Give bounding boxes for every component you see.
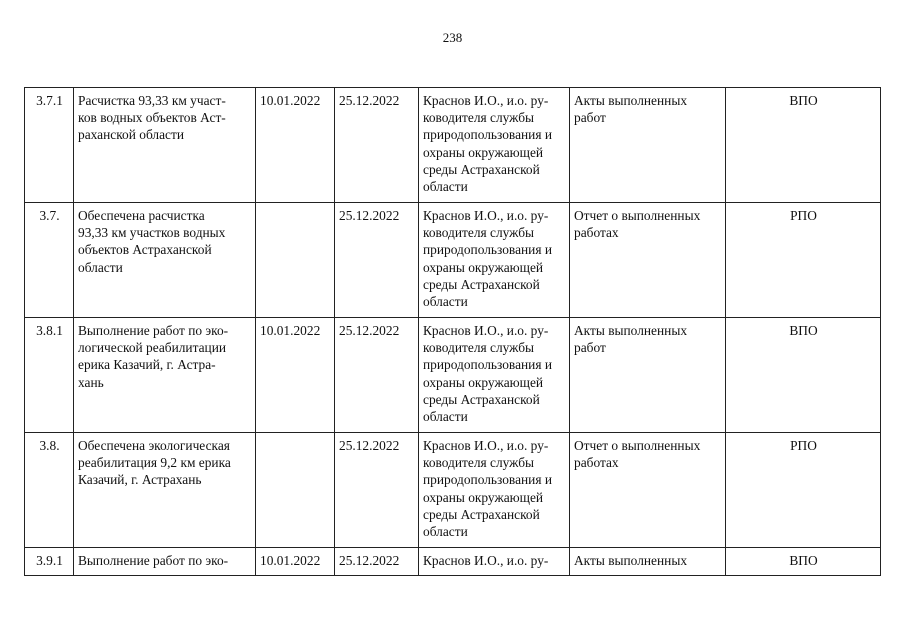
activity-name-line: хань (78, 374, 104, 390)
activity-name-line: ерика Казачий, г. Астра- (78, 357, 216, 373)
event-type-cell: ВПО (726, 318, 881, 433)
responsible-person-line: природопользования и (423, 472, 553, 488)
activity-name-line: Расчистка 93,33 км участ- (78, 93, 226, 108)
result-document-cell (570, 433, 726, 548)
responsible-person-line: области (423, 524, 468, 540)
result-document-line: Отчет о выполненных (574, 208, 701, 223)
responsible-person-line: охраны окружающей (423, 259, 544, 275)
responsible-person-line: природопользования и (423, 357, 553, 373)
activity-name-line: Выполнение работ по эко- (78, 323, 229, 338)
end-date-cell: 25.12.2022 (335, 433, 419, 548)
activity-name-cell (74, 203, 256, 318)
item-number-cell: 3.8.1 (25, 318, 74, 433)
responsible-person-cell (419, 548, 570, 576)
activity-name-cell (74, 88, 256, 203)
activity-name-cell (74, 318, 256, 433)
responsible-person-line: Краснов И.О., и.о. ру- (423, 553, 549, 568)
result-document-cell (570, 88, 726, 203)
result-document-line: Акты выполненных (574, 323, 688, 338)
result-document-line: Акты выполненных (574, 93, 688, 108)
plan-table-body (25, 88, 881, 576)
responsible-person-line: Краснов И.О., и.о. ру- (423, 208, 549, 223)
table-row (25, 318, 881, 433)
table-row (25, 433, 881, 548)
end-date-cell: 25.12.2022 (335, 318, 419, 433)
activity-name-line: реабилитация 9,2 км ерика (78, 455, 231, 471)
item-number-cell: 3.7. (25, 203, 74, 318)
start-date-cell: 10.01.2022 (256, 318, 335, 433)
start-date-cell (256, 203, 335, 318)
result-document-cell (570, 548, 726, 576)
responsible-person-line: Краснов И.О., и.о. ру- (423, 323, 549, 338)
responsible-person-line: области (423, 409, 468, 425)
responsible-person-line: среды Астраханской (423, 276, 540, 292)
item-number-cell: 3.9.1 (25, 548, 74, 576)
result-document-line: работ (574, 340, 606, 356)
activity-name-line: логической реабилитации (78, 340, 227, 356)
event-type-cell: ВПО (726, 88, 881, 203)
activity-name-line: Казачий, г. Астрахань (78, 472, 202, 488)
result-document-line: работ (574, 110, 606, 126)
responsible-person-line: охраны окружающей (423, 144, 544, 160)
activity-name-line: раханской области (78, 127, 185, 143)
activity-name-line: области (78, 259, 123, 275)
event-type-cell: РПО (726, 433, 881, 548)
result-document-cell (570, 318, 726, 433)
responsible-person-line: области (423, 179, 468, 195)
item-number-cell: 3.7.1 (25, 88, 74, 203)
result-document-line: работах (574, 455, 619, 471)
start-date-cell (256, 433, 335, 548)
item-number-cell: 3.8. (25, 433, 74, 548)
responsible-person-line: Краснов И.О., и.о. ру- (423, 438, 549, 453)
activity-name-line: Выполнение работ по эко- (78, 553, 229, 568)
responsible-person-line: охраны окружающей (423, 374, 544, 390)
page-number: 238 (442, 30, 463, 45)
responsible-person-line: охраны окружающей (423, 489, 544, 505)
responsible-person-cell (419, 318, 570, 433)
responsible-person-cell (419, 203, 570, 318)
activity-name-line: объектов Астраханской (78, 242, 212, 258)
start-date-cell: 10.01.2022 (256, 88, 335, 203)
activity-name-line: ков водных объектов Аст- (78, 110, 226, 126)
responsible-person-line: ководителя службы (423, 110, 535, 126)
start-date-cell: 10.01.2022 (256, 548, 335, 576)
activity-name-line: Обеспечена расчистка (78, 208, 205, 223)
activity-name-line: Обеспечена экологическая (78, 438, 230, 453)
end-date-cell: 25.12.2022 (335, 548, 419, 576)
responsible-person-line: ководителя службы (423, 455, 535, 471)
activity-name-cell (74, 433, 256, 548)
responsible-person-line: ководителя службы (423, 225, 535, 241)
responsible-person-line: ководителя службы (423, 340, 535, 356)
event-type-cell: РПО (726, 203, 881, 318)
responsible-person-line: природопользования и (423, 127, 553, 143)
plan-table (24, 87, 881, 576)
activity-name-line: 93,33 км участков водных (78, 225, 226, 241)
event-type-cell: ВПО (726, 548, 881, 576)
result-document-cell (570, 203, 726, 318)
responsible-person-cell (419, 433, 570, 548)
result-document-line: Отчет о выполненных (574, 438, 701, 453)
responsible-person-line: среды Астраханской (423, 506, 540, 522)
responsible-person-line: области (423, 294, 468, 310)
responsible-person-line: среды Астраханской (423, 161, 540, 177)
end-date-cell: 25.12.2022 (335, 203, 419, 318)
responsible-person-line: природопользования и (423, 242, 553, 258)
end-date-cell: 25.12.2022 (335, 88, 419, 203)
responsible-person-cell (419, 88, 570, 203)
responsible-person-line: среды Астраханской (423, 391, 540, 407)
result-document-line: Акты выполненных (574, 553, 688, 568)
table-row (25, 88, 881, 203)
responsible-person-line: Краснов И.О., и.о. ру- (423, 93, 549, 108)
activity-name-cell (74, 548, 256, 576)
table-row (25, 203, 881, 318)
table-row (25, 548, 881, 576)
result-document-line: работах (574, 225, 619, 241)
